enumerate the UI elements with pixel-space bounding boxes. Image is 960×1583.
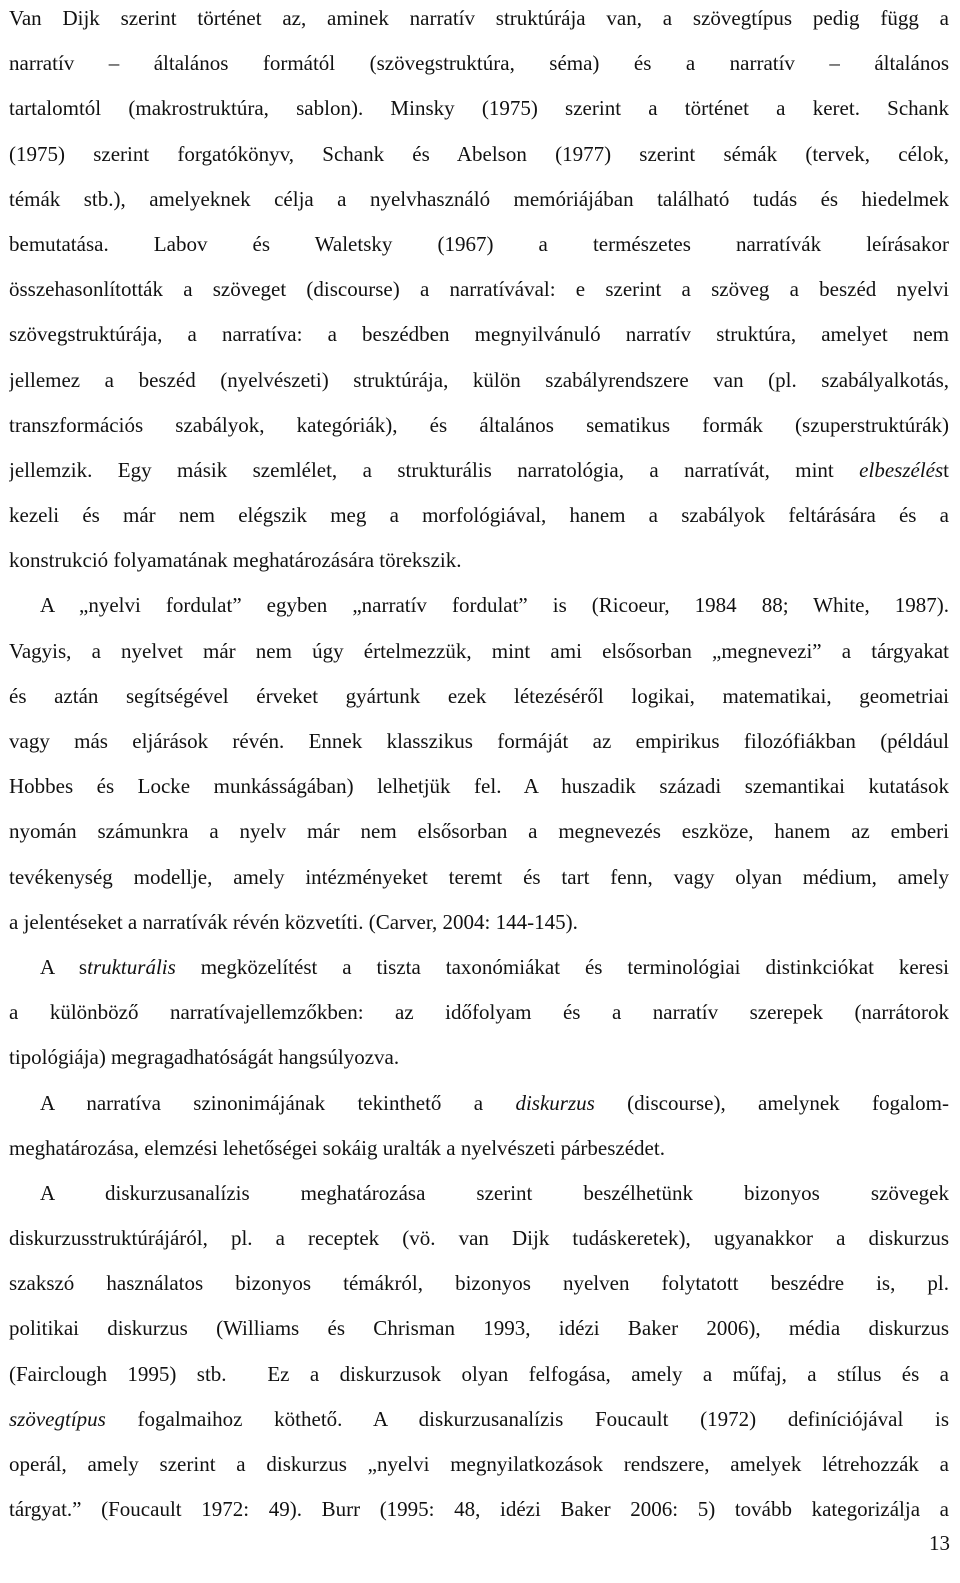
text-run: a jelentéseket a narratívák révén közvetíti. (Carver, 2004: 144-145).: [9, 909, 578, 934]
text-run: összehasonlították a szöveget (discourse) a narratívával: e szerint a szöveg a beszéd nyelvi: [9, 277, 949, 302]
text-run: tartalomtól (makrostruktúra, sablon). Minsky (1975) szerint a történet a keret. Schank: [9, 96, 949, 121]
text-line: [9, 362, 949, 407]
text-line: [9, 1491, 949, 1536]
text-line: [9, 1310, 949, 1355]
text-line: [9, 45, 949, 90]
text-run: operál, amely szerint a diskurzus „nyelvi megnyilatkozások rendszere, amelyek létrehozzák a: [9, 1452, 949, 1476]
text-line: [9, 678, 949, 723]
text-line: [9, 181, 949, 226]
text-line: [9, 226, 949, 271]
text-line: [9, 1175, 949, 1220]
text-run: Van Dijk szerint történet az, aminek narratív struktúrája van, a szövegtípus pedig függ a: [9, 6, 949, 30]
text-run: kezeli és már nem elégszik meg a morfológiával, hanem a szabályok feltárására és a: [9, 503, 949, 528]
text-run: vagy más eljárások révén. Ennek klasszikus formáját az empirikus filozófiákban (például: [9, 729, 949, 753]
text-run: transzformációs szabályok, kategóriák), és általános sematikus formák (szuperstruktúrák): [9, 412, 949, 437]
text-run: jellemzik. Egy másik szemlélet, a strukturális narratológia, a narratívát, mint: [9, 457, 860, 482]
text-run: nyomán számunkra a nyelv már nem elsősorban a megnevezés eszköze, hanem az emberi: [9, 819, 949, 844]
text-line: [9, 542, 949, 587]
text-run: narratív – általános formától (szövegstruktúra, séma) és a narratív – általános: [9, 51, 949, 76]
italic-term: trukturális: [87, 954, 176, 979]
text-run: diskurzusstruktúrájáról, pl. a receptek (vö. van Dijk tudáskeretek), ugyanakkor a diskurzus: [9, 1226, 949, 1251]
text-run: tevékenység modellje, amely intézményeket teremt és tart fenn, vagy olyan médium, amely: [9, 864, 949, 889]
text-line: [9, 407, 949, 452]
text-line: [9, 949, 949, 994]
text-line: [9, 587, 949, 632]
text-line: [9, 497, 949, 542]
body-text: [9, 0, 949, 1536]
text-run: A „nyelvi fordulat” egyben „narratív fordulat” is (Ricoeur, 1984 88; White, 1987).: [40, 593, 949, 618]
text-run: és aztán segítségével érveket gyártunk ezek létezéséről logikai, matematikai, geometriai: [9, 683, 949, 708]
text-line: [9, 452, 949, 497]
text-run: t: [943, 457, 949, 482]
text-run: tárgyat.” (Foucault 1972: 49). Burr (1995: 48, idézi Baker 2006: 5) tovább kategorizálja a: [9, 1497, 949, 1522]
text-line: [9, 994, 949, 1039]
text-line: [9, 1130, 949, 1175]
text-line: [9, 90, 949, 135]
italic-term: szövegtípus: [9, 1406, 106, 1431]
text-run: konstrukció folyamatának meghatározására törekszik.: [9, 548, 462, 573]
text-line: [9, 1265, 949, 1310]
text-line: [9, 271, 949, 316]
text-run: meghatározása, elemzési lehetőségei sokáig uralták a nyelvészeti párbeszédet.: [9, 1135, 665, 1160]
text-line: [9, 859, 949, 904]
text-run: Hobbes és Locke munkásságában) lelhetjük fel. A huszadik századi szemantikai kutatások: [9, 774, 949, 799]
text-line: [9, 1446, 949, 1491]
text-run: a különböző narratívajellemzőkben: az időfolyam és a narratív szerepek (narrátorok: [9, 1000, 949, 1025]
text-line: [9, 1220, 949, 1265]
text-run: szakszó használatos bizonyos témákról, bizonyos nyelven folytatott beszédre is, pl.: [9, 1271, 949, 1296]
italic-term: diskurzus: [515, 1090, 595, 1115]
text-line: [9, 1356, 949, 1401]
text-line: [9, 1401, 949, 1446]
italic-term: elbeszélés: [859, 457, 944, 482]
text-line: [9, 136, 949, 181]
text-run: A narratíva szinonimájának tekinthető a: [40, 1090, 516, 1115]
text-run: tipológiája) megragadhatóságát hangsúlyozva.: [9, 1045, 400, 1070]
text-run: bemutatása. Labov és Waletsky (1967) a természetes narratívák leírásakor: [9, 231, 949, 256]
text-run: Vagyis, a nyelvet már nem úgy értelmezzük, mint ami elsősorban „megnevezi” a tárgyakat: [9, 638, 949, 663]
text-line: [9, 0, 949, 45]
text-run: szövegstruktúrája, a narratíva: a beszédben megnyilvánuló narratív struktúra, amelyet nem: [9, 322, 949, 347]
text-run: A diskurzusanalízis meghatározása szerint beszélhetünk bizonyos szövegek: [40, 1180, 949, 1205]
text-line: [9, 904, 949, 949]
text-run: politikai diskurzus (Williams és Chrisman 1993, idézi Baker 2006), média diskurzus: [9, 1316, 949, 1341]
page-number: 13: [929, 1531, 950, 1555]
text-run: fogalmaihoz köthető. A diskurzusanalízis Foucault (1972) definíciójával is: [105, 1406, 949, 1431]
text-line: [9, 723, 949, 768]
text-run: megközelítést a tiszta taxonómiákat és terminológiai distinkciókat keresi: [175, 954, 949, 979]
text-line: [9, 1085, 949, 1130]
text-run: (Fairclough 1995) stb. Ez a diskurzusok olyan felfogása, amely a műfaj, a stílus és a: [9, 1361, 949, 1386]
text-line: [9, 768, 949, 813]
text-run: (1975) szerint forgatókönyv, Schank és Abelson (1977) szerint sémák (tervek, célok,: [9, 141, 949, 166]
text-run: A s: [40, 954, 88, 979]
text-run: jellemez a beszéd (nyelvészeti) struktúrája, külön szabályrendszere van (pl. szabályalkotás,: [9, 367, 949, 392]
text-run: (discourse), amelynek fogalom-: [594, 1090, 949, 1115]
text-run: témák stb.), amelyeknek célja a nyelvhasználó memóriájában található tudás és hiedelmek: [9, 186, 949, 211]
text-line: [9, 813, 949, 858]
text-line: [9, 633, 949, 678]
text-line: [9, 316, 949, 361]
text-line: [9, 1039, 949, 1084]
